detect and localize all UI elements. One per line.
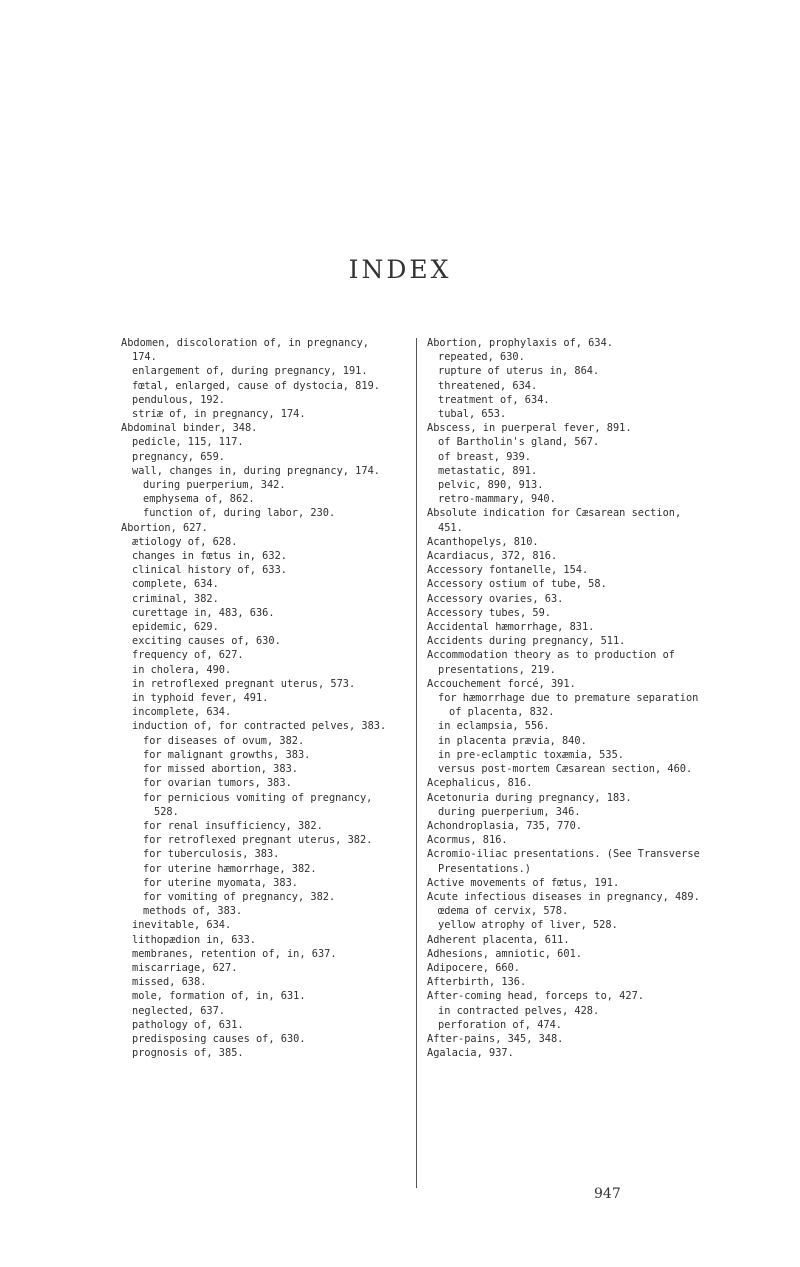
index-entry: in placenta prævia, 840. <box>438 734 587 747</box>
index-entry: in cholera, 490. <box>132 663 232 676</box>
index-entry: exciting causes of, 630. <box>132 635 281 648</box>
index-entry: metastatic, 891. <box>438 464 538 477</box>
index-entry: predisposing causes of, 630. <box>132 1032 306 1045</box>
index-entry: Abdomen, discoloration of, in pregnancy, 174. <box>121 337 369 364</box>
index-entry: for diseases of ovum, 382. <box>143 734 305 747</box>
index-entry: Acromio-iliac presentations. (See Transverse Presentations.) <box>427 848 700 875</box>
index-entry: ætiology of, 628. <box>132 535 238 548</box>
index-entry: methods of, 383. <box>143 905 243 918</box>
index-entry: for ovarian tumors, 383. <box>143 777 292 790</box>
index-entry: wall, changes in, during pregnancy, 174. <box>132 464 380 477</box>
index-entry: Active movements of fœtus, 191. <box>427 876 620 889</box>
index-entry: inevitable, 634. <box>132 919 232 932</box>
index-entry: treatment of, 634. <box>438 393 550 406</box>
index-column-left <box>121 336 396 1060</box>
index-entry: Accessory ovaries, 63. <box>427 592 564 605</box>
index-entry: Abortion, 627. <box>121 521 208 534</box>
index-entry: for malignant growths, 383. <box>143 748 311 761</box>
index-entry: complete, 634. <box>132 578 219 591</box>
index-entry: missed, 638. <box>132 976 207 989</box>
index-entry: for tuberculosis, 383. <box>143 848 280 861</box>
index-entry: Accommodation theory as to production of presentations, 219. <box>427 649 675 676</box>
index-entry: Acephalicus, 816. <box>427 777 533 790</box>
page-number: 947 <box>594 1186 621 1202</box>
index-entry: Acute infectious diseases in pregnancy, 489. <box>427 890 700 903</box>
index-entry: Acormus, 816. <box>427 834 508 847</box>
index-entry: repeated, 630. <box>438 351 525 364</box>
index-entry: retro-mammary, 940. <box>438 493 556 506</box>
page-title: INDEX <box>348 255 452 284</box>
index-entry: pelvic, 890, 913. <box>438 479 544 492</box>
index-entry: Absolute indication for Cæsarean section, 451. <box>427 507 682 534</box>
index-entry: miscarriage, 627. <box>132 961 238 974</box>
index-entry: Accidental hæmorrhage, 831. <box>427 621 595 634</box>
index-entry: mole, formation of, in, 631. <box>132 990 306 1003</box>
index-entry: Agalacia, 937. <box>427 1047 514 1060</box>
index-entry: of breast, 939. <box>438 450 531 463</box>
index-entry: pedicle, 115, 117. <box>132 436 244 449</box>
index-entry: changes in fœtus in, 632. <box>132 550 287 563</box>
index-entry: epidemic, 629. <box>132 621 219 634</box>
index-entry: yellow atrophy of liver, 528. <box>438 919 618 932</box>
index-entry: of Bartholin's gland, 567. <box>438 436 600 449</box>
index-entry: during puerperium, 346. <box>438 805 581 818</box>
index-entry: Afterbirth, 136. <box>427 976 527 989</box>
index-entry: in typhoid fever, 491. <box>132 692 269 705</box>
index-entry: during puerperium, 342. <box>143 479 286 492</box>
index-entry: œdema of cervix, 578. <box>438 905 569 918</box>
index-entry: Accidents during pregnancy, 511. <box>427 635 626 648</box>
index-entry: pendulous, 192. <box>132 393 225 406</box>
index-entry: Accessory tubes, 59. <box>427 606 551 619</box>
index-entry: versus post-mortem Cæsarean section, 460. <box>438 763 693 776</box>
index-entry: frequency of, 627. <box>132 649 244 662</box>
index-entry: function of, during labor, 230. <box>143 507 336 520</box>
index-entry: for uterine myomata, 383. <box>143 876 298 889</box>
index-entry: pathology of, 631. <box>132 1018 244 1031</box>
index-entry: for uterine hæmorrhage, 382. <box>143 862 317 875</box>
index-entry: Achondroplasia, 735, 770. <box>427 819 582 832</box>
index-entry: prognosis of, 385. <box>132 1047 244 1060</box>
index-entry: Accessory ostium of tube, 58. <box>427 578 607 591</box>
index-entry: pregnancy, 659. <box>132 450 225 463</box>
index-entry: Abdominal binder, 348. <box>121 422 258 435</box>
index-entry: striæ of, in pregnancy, 174. <box>132 408 306 421</box>
index-entry: criminal, 382. <box>132 592 219 605</box>
index-entry: After-pains, 345, 348. <box>427 1032 564 1045</box>
index-entry: fœtal, enlarged, cause of dystocia, 819. <box>132 379 380 392</box>
index-entry: for renal insufficiency, 382. <box>143 819 323 832</box>
index-entry: tubal, 653. <box>438 408 507 421</box>
index-entry: emphysema of, 862. <box>143 493 255 506</box>
index-entry: for retroflexed pregnant uterus, 382. <box>143 834 373 847</box>
index-entry: curettage in, 483, 636. <box>132 606 275 619</box>
index-entry: Accouchement forcé, 391. <box>427 677 576 690</box>
index-entry: for pernicious vomiting of pregnancy, 528. <box>143 791 373 818</box>
index-entry: enlargement of, during pregnancy, 191. <box>132 365 368 378</box>
index-entry: for missed abortion, 383. <box>143 763 298 776</box>
index-entry: Acanthopelys, 810. <box>427 535 539 548</box>
index-entry: perforation of, 474. <box>438 1018 562 1031</box>
index-entry: for hæmorrhage due to premature separation of placenta, 832. <box>438 692 699 719</box>
index-entry: incomplete, 634. <box>132 706 232 719</box>
index-entry: clinical history of, 633. <box>132 564 287 577</box>
index-entry: in eclampsia, 556. <box>438 720 550 733</box>
index-entry: Adhesions, amniotic, 601. <box>427 947 582 960</box>
index-entry: Adherent placenta, 611. <box>427 933 570 946</box>
index-entry: for vomiting of pregnancy, 382. <box>143 890 336 903</box>
index-entry: in retroflexed pregnant uterus, 573. <box>132 677 356 690</box>
index-column-right <box>427 336 702 1060</box>
index-entry: Acardiacus, 372, 816. <box>427 550 558 563</box>
index-entry: lithopædion in, 633. <box>132 933 256 946</box>
index-entry: Adipocere, 660. <box>427 961 520 974</box>
index-entry: threatened, 634. <box>438 379 538 392</box>
index-entry: in contracted pelves, 428. <box>438 1004 600 1017</box>
column-divider <box>416 338 417 1188</box>
index-entry: After-coming head, forceps to, 427. <box>427 990 644 1003</box>
index-entry: Accessory fontanelle, 154. <box>427 564 589 577</box>
index-entry: membranes, retention of, in, 637. <box>132 947 337 960</box>
index-entry: Abscess, in puerperal fever, 891. <box>427 422 632 435</box>
index-entry: Abortion, prophylaxis of, 634. <box>427 337 613 349</box>
index-entry: Acetonuria during pregnancy, 183. <box>427 791 632 804</box>
index-entry: induction of, for contracted pelves, 383. <box>132 720 387 733</box>
index-entry: in pre-eclamptic toxæmia, 535. <box>438 748 624 761</box>
index-entry: rupture of uterus in, 864. <box>438 365 600 378</box>
index-entry: neglected, 637. <box>132 1004 225 1017</box>
